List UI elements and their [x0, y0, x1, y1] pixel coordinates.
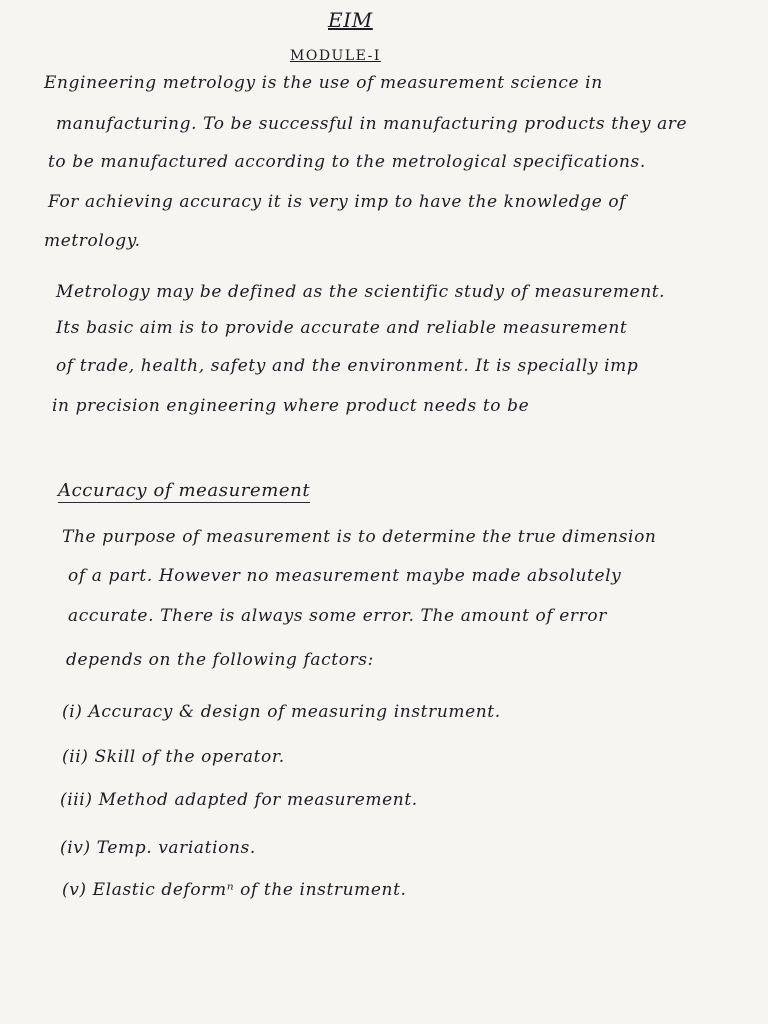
intro-line-1: Engineering metrology is the use of measurement science in [44, 73, 603, 93]
accuracy-line-3: accurate. There is always some error. The amount of error [68, 606, 607, 626]
factor-item-2: (ii) Skill of the operator. [62, 747, 285, 767]
definition-line-3: of trade, health, safety and the environment. It is specially imp [56, 356, 639, 376]
accuracy-line-1: The purpose of measurement is to determine the true dimension [62, 527, 657, 547]
factor-item-3: (iii) Method adapted for measurement. [60, 790, 418, 810]
subject-code: EIM [328, 8, 373, 32]
accuracy-line-2: of a part. However no measurement maybe made absolutely [68, 566, 622, 586]
intro-line-3: to be manufactured according to the metrological specifications. [48, 152, 646, 172]
definition-line-4: in precision engineering where product needs to be [52, 396, 530, 416]
intro-line-2: manufacturing. To be successful in manufacturing products they are [56, 114, 688, 134]
intro-line-5: metrology. [44, 231, 141, 251]
accuracy-line-4: depends on the following factors: [66, 650, 374, 670]
definition-line-2: Its basic aim is to provide accurate and reliable measurement [56, 318, 628, 338]
factor-item-4: (iv) Temp. variations. [60, 838, 256, 858]
intro-line-4: For achieving accuracy it is very imp to have the knowledge of [48, 192, 627, 212]
definition-line-1: Metrology may be defined as the scientific study of measurement. [56, 282, 666, 302]
factor-item-5: (v) Elastic deformⁿ of the instrument. [62, 880, 407, 900]
factor-item-1: (i) Accuracy & design of measuring instrument. [62, 702, 501, 722]
module-heading: MODULE-I [290, 48, 381, 64]
accuracy-heading: Accuracy of measurement [58, 480, 311, 501]
